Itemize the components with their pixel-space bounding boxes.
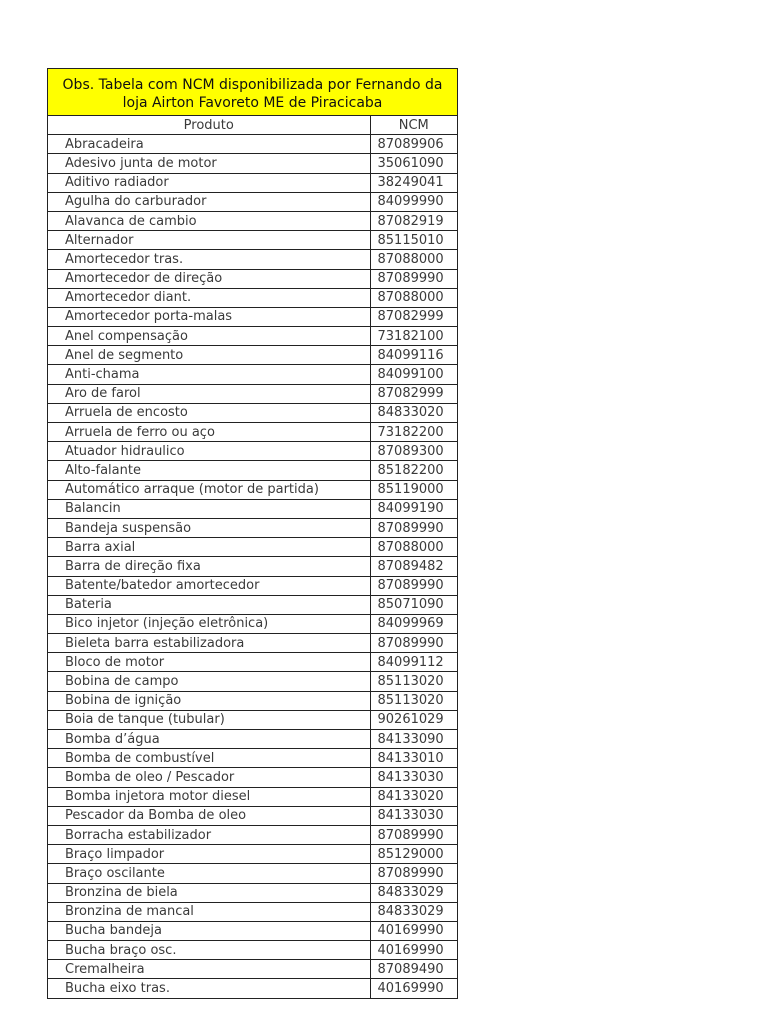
table-row xyxy=(48,327,457,346)
ncm-cell: 84833029 xyxy=(370,902,457,921)
produto-cell: Bobina de ignição xyxy=(48,691,370,710)
produto-cell: Bomba injetora motor diesel xyxy=(48,787,370,806)
table-row xyxy=(48,883,457,902)
table-row xyxy=(48,576,457,595)
table-row xyxy=(48,192,457,211)
title-line-2: loja Airton Favoreto ME de Piracicaba xyxy=(122,95,383,111)
produto-cell: Atuador hidraulico xyxy=(48,442,370,461)
produto-cell: Bomba d’água xyxy=(48,730,370,749)
table-row xyxy=(48,614,457,633)
produto-cell: Braço limpador xyxy=(48,845,370,864)
ncm-cell: 84133020 xyxy=(370,787,457,806)
table-row xyxy=(48,749,457,768)
produto-cell: Alavanca de cambio xyxy=(48,211,370,230)
ncm-cell: 73182200 xyxy=(370,423,457,442)
table-row xyxy=(48,864,457,883)
produto-cell: Cremalheira xyxy=(48,960,370,979)
produto-cell: Bomba de combustível xyxy=(48,749,370,768)
produto-cell: Balancin xyxy=(48,499,370,518)
ncm-cell: 38249041 xyxy=(370,173,457,192)
table-row xyxy=(48,941,457,960)
produto-cell: Bronzina de biela xyxy=(48,883,370,902)
ncm-cell: 84099990 xyxy=(370,192,457,211)
ncm-cell: 84833020 xyxy=(370,403,457,422)
table-row xyxy=(48,806,457,825)
ncm-cell: 87082999 xyxy=(370,384,457,403)
ncm-cell: 87089906 xyxy=(370,135,457,154)
produto-cell: Amortecedor diant. xyxy=(48,288,370,307)
table-row xyxy=(48,231,457,250)
ncm-cell: 85071090 xyxy=(370,595,457,614)
produto-cell: Bronzina de mancal xyxy=(48,902,370,921)
produto-cell: Arruela de encosto xyxy=(48,403,370,422)
produto-cell: Abracadeira xyxy=(48,135,370,154)
produto-cell: Barra axial xyxy=(48,538,370,557)
table-row xyxy=(48,634,457,653)
ncm-cell: 84133030 xyxy=(370,768,457,787)
ncm-cell: 87088000 xyxy=(370,538,457,557)
ncm-cell: 40169990 xyxy=(370,921,457,940)
produto-cell: Amortecedor porta-malas xyxy=(48,307,370,326)
produto-cell: Barra de direção fixa xyxy=(48,557,370,576)
produto-cell: Bandeja suspensão xyxy=(48,518,370,537)
table-row xyxy=(48,480,457,499)
ncm-cell: 87088000 xyxy=(370,288,457,307)
ncm-cell: 87089990 xyxy=(370,518,457,537)
ncm-cell: 87089990 xyxy=(370,269,457,288)
produto-cell: Pescador da Bomba de oleo xyxy=(48,806,370,825)
produto-cell: Bucha braço osc. xyxy=(48,941,370,960)
table-row xyxy=(48,653,457,672)
produto-cell: Aro de farol xyxy=(48,384,370,403)
ncm-cell: 87089482 xyxy=(370,557,457,576)
table-row xyxy=(48,902,457,921)
ncm-table xyxy=(48,116,457,998)
table-row xyxy=(48,461,457,480)
ncm-cell: 87082919 xyxy=(370,211,457,230)
table-row xyxy=(48,768,457,787)
produto-cell: Aditivo radiador xyxy=(48,173,370,192)
table-row xyxy=(48,384,457,403)
ncm-cell: 87089490 xyxy=(370,960,457,979)
ncm-cell: 87089990 xyxy=(370,634,457,653)
produto-cell: Borracha estabilizador xyxy=(48,825,370,844)
ncm-cell: 84133030 xyxy=(370,806,457,825)
ncm-cell: 40169990 xyxy=(377,981,444,997)
produto-cell: Bloco de motor xyxy=(48,653,370,672)
table-row xyxy=(48,288,457,307)
ncm-cell: 85129000 xyxy=(370,845,457,864)
table-row xyxy=(48,691,457,710)
header-produto: Produto xyxy=(48,116,370,135)
produto-cell: Alternador xyxy=(48,231,370,250)
table-row xyxy=(48,710,457,729)
ncm-cell: 87082999 xyxy=(370,307,457,326)
ncm-cell: 84833029 xyxy=(370,883,457,902)
table-row xyxy=(48,921,457,940)
produto-cell: Adesivo junta de motor xyxy=(48,154,370,173)
ncm-cell: 84099190 xyxy=(370,499,457,518)
ncm-cell: 85113020 xyxy=(370,691,457,710)
produto-cell: Alto-falante xyxy=(48,461,370,480)
table-row xyxy=(48,979,457,998)
table-row xyxy=(48,730,457,749)
ncm-cell: 87089990 xyxy=(370,576,457,595)
produto-cell: Amortecedor de direção xyxy=(48,269,370,288)
produto-cell: Bieleta barra estabilizadora xyxy=(48,634,370,653)
title-line-1: Obs. Tabela com NCM disponibilizada por Fernando da xyxy=(62,77,443,93)
ncm-cell: 85113020 xyxy=(370,672,457,691)
table-row xyxy=(48,672,457,691)
produto-cell: Bomba de oleo / Pescador xyxy=(48,768,370,787)
table-row xyxy=(48,557,457,576)
produto-cell: Amortecedor tras. xyxy=(48,250,370,269)
produto-cell: Bobina de campo xyxy=(48,672,370,691)
header-ncm: NCM xyxy=(370,116,457,135)
ncm-cell: 84133090 xyxy=(370,730,457,749)
produto-cell: Arruela de ferro ou aço xyxy=(48,423,370,442)
ncm-cell: 40169990 xyxy=(370,941,457,960)
produto-cell: Batente/batedor amortecedor xyxy=(48,576,370,595)
produto-cell: Boia de tanque (tubular) xyxy=(48,710,370,729)
ncm-cell: 84099100 xyxy=(370,365,457,384)
table-row xyxy=(48,135,457,154)
ncm-cell: 90261029 xyxy=(370,710,457,729)
table-row xyxy=(48,307,457,326)
ncm-table-container xyxy=(47,68,458,999)
table-row xyxy=(48,499,457,518)
table-row xyxy=(48,442,457,461)
table-row xyxy=(48,269,457,288)
table-row xyxy=(48,346,457,365)
table-row xyxy=(48,154,457,173)
ncm-cell: 84099969 xyxy=(370,614,457,633)
ncm-cell: 35061090 xyxy=(370,154,457,173)
produto-cell: Anel compensação xyxy=(48,327,370,346)
table-row xyxy=(48,960,457,979)
table-row xyxy=(48,518,457,537)
ncm-cell: 85115010 xyxy=(370,231,457,250)
produto-cell: Anel de segmento xyxy=(48,346,370,365)
table-title xyxy=(48,69,457,116)
table-row xyxy=(48,825,457,844)
table-row xyxy=(48,403,457,422)
ncm-cell: 84099116 xyxy=(370,346,457,365)
ncm-cell: 84133010 xyxy=(370,749,457,768)
produto-cell: Agulha do carburador xyxy=(48,192,370,211)
produto-cell: Anti-chama xyxy=(48,365,370,384)
ncm-cell: 85119000 xyxy=(370,480,457,499)
table-row xyxy=(48,211,457,230)
ncm-cell: 87088000 xyxy=(370,250,457,269)
table-row xyxy=(48,365,457,384)
ncm-cell: 87089990 xyxy=(370,864,457,883)
ncm-cell: 87089990 xyxy=(370,825,457,844)
table-row xyxy=(48,423,457,442)
table-row xyxy=(48,250,457,269)
table-row xyxy=(48,595,457,614)
produto-cell: Automático arraque (motor de partida) xyxy=(48,480,370,499)
header-row xyxy=(48,116,457,135)
ncm-cell: 73182100 xyxy=(370,327,457,346)
table-row xyxy=(48,173,457,192)
ncm-cell: 85182200 xyxy=(370,461,457,480)
table-row xyxy=(48,538,457,557)
produto-cell: Bico injetor (injeção eletrônica) xyxy=(48,614,370,633)
table-row xyxy=(48,845,457,864)
table-row xyxy=(48,787,457,806)
ncm-cell: 87089300 xyxy=(370,442,457,461)
produto-cell: Braço oscilante xyxy=(48,864,370,883)
produto-cell: Bucha eixo tras. xyxy=(48,979,370,998)
ncm-cell: 84099112 xyxy=(370,653,457,672)
produto-cell: Bateria xyxy=(48,595,370,614)
produto-cell: Bucha bandeja xyxy=(48,921,370,940)
